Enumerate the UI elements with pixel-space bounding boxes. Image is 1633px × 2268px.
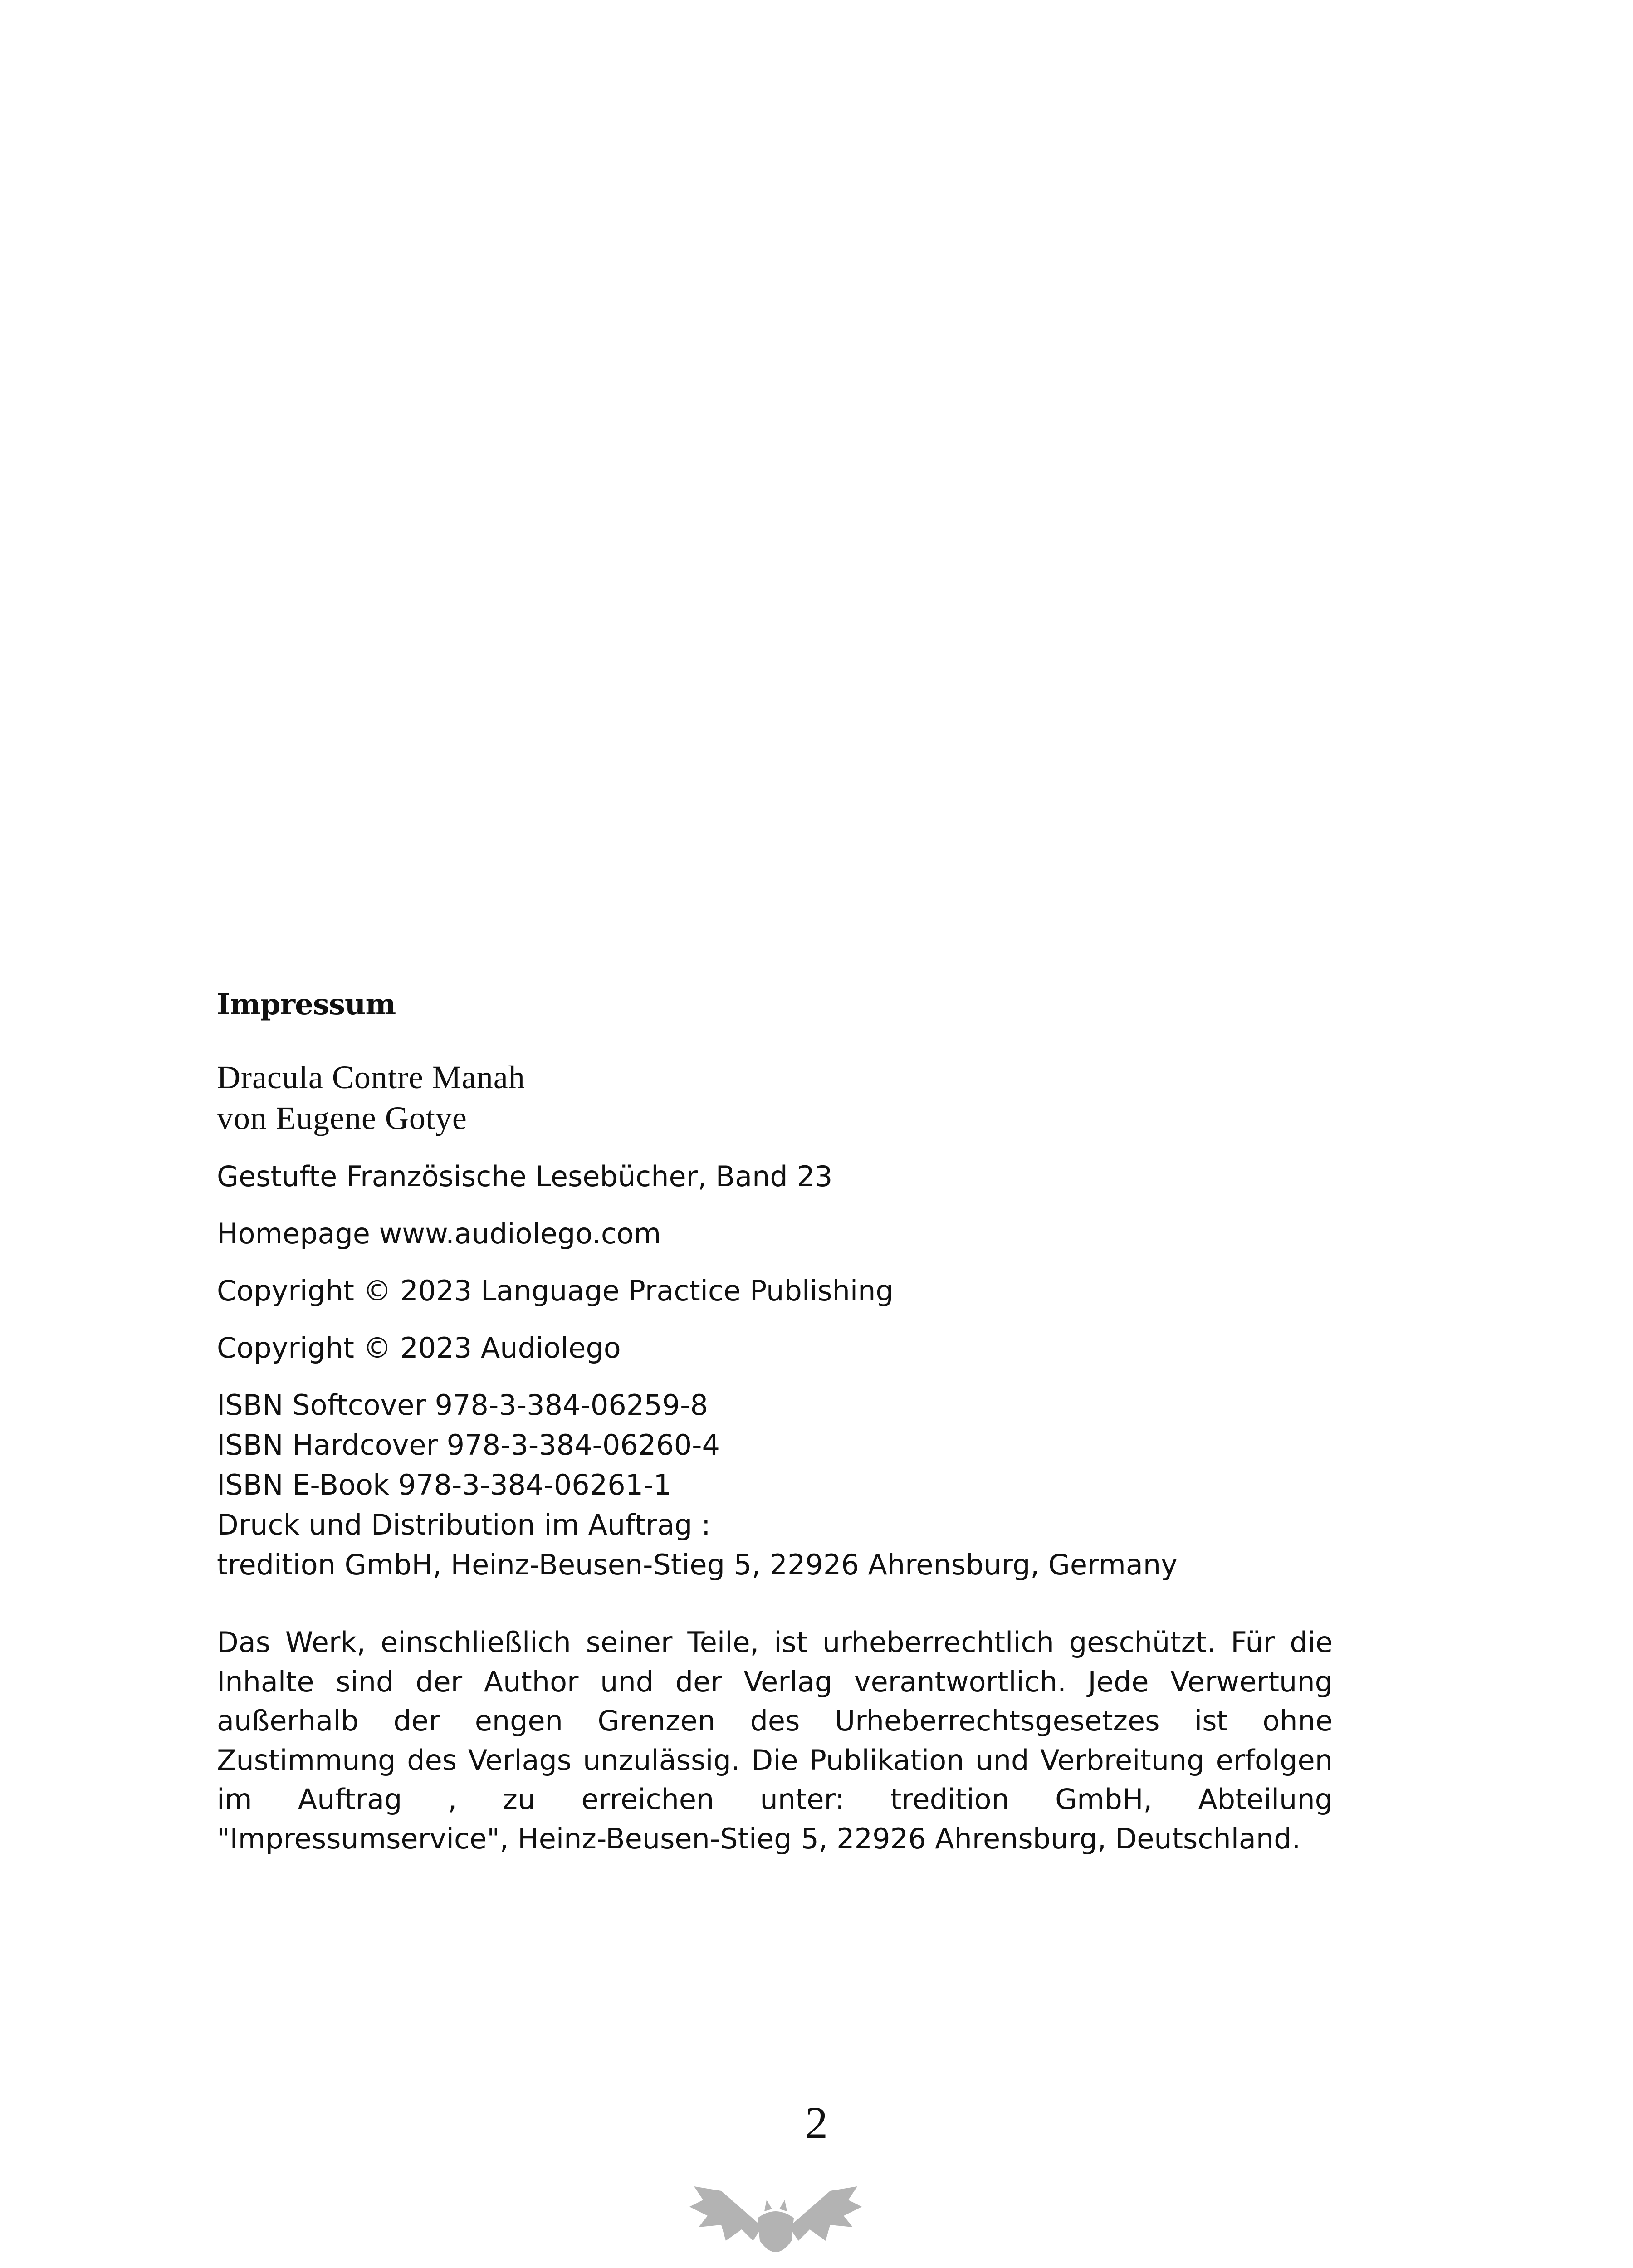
book-title-block: [217, 1057, 1333, 1139]
homepage-line: Homepage www.audiolego.com: [217, 1217, 661, 1250]
copyright-publisher: Copyright © 2023 Language Practice Publishing: [217, 1274, 894, 1307]
copyright-audiolego: Copyright © 2023 Audiolego: [217, 1331, 621, 1364]
series-line: Gestufte Französische Lesebücher, Band 23: [217, 1160, 833, 1193]
imprint-section: [217, 984, 1333, 1858]
isbn-softcover: ISBN Softcover 978-3-384-06259-8: [217, 1388, 708, 1422]
bat-icon: [689, 2173, 862, 2263]
book-title: Dracula Contre Manah: [217, 1059, 525, 1095]
legal-notice: Das Werk, einschließlich seiner Teile, ist urheberrechtlich geschützt. Für die Inhalte sind der Author und der Verlag verantwortlich. Jede Verwertung außerhalb der engen Grenzen des Urheberrechtsgesetzes ist ohne Zustimmung des Verlags unzulässig. Die Publikation und Verbreitung erfolgen im Auftrag , zu erreichen unter: tredition GmbH, Abteilung "Impressumservice", Heinz-Beusen-Stieg 5, 22926 Ahrensburg, Deutschland.: [217, 1626, 1333, 1855]
page-number: 2: [805, 2097, 828, 2148]
distribution-label: Druck und Distribution im Auftrag :: [217, 1508, 711, 1541]
bat-silhouette: [689, 2186, 862, 2252]
isbn-hardcover: ISBN Hardcover 978-3-384-06260-4: [217, 1428, 720, 1461]
isbn-block: [217, 1385, 1333, 1585]
distribution-address: tredition GmbH, Heinz-Beusen-Stieg 5, 22926 Ahrensburg, Germany: [217, 1548, 1178, 1581]
book-author: von Eugene Gotye: [217, 1100, 467, 1136]
isbn-ebook: ISBN E-Book 978-3-384-06261-1: [217, 1468, 671, 1501]
imprint-heading: Impressum: [217, 987, 396, 1022]
